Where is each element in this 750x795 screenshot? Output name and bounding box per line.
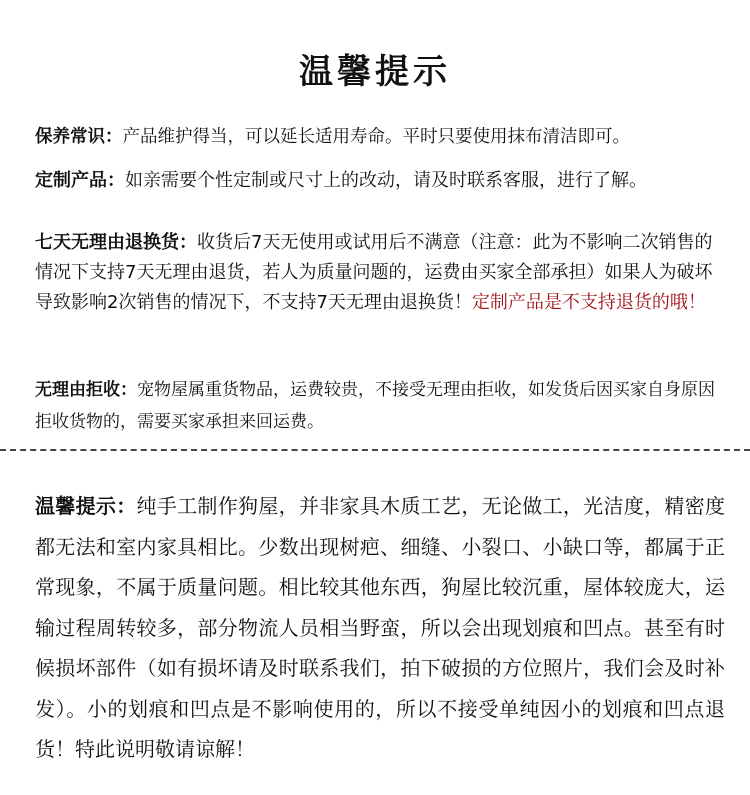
notice-label: 温馨提示：	[35, 494, 137, 518]
returns-text: 收货后7天无使用或试用后不满意（注意：此为不影响二次销售的情况下支持7天无理由退货，若人为质量问题的，运费由买家全部承担）如果人为破坏导致影响2次销售的情况下，不支持7天无理由退换货！	[35, 232, 713, 313]
returns-paragraph	[35, 228, 725, 318]
returns-label: 七天无理由退换货：	[35, 232, 197, 253]
care-text: 产品维护得当，可以延长适用寿命。平时只要使用抹布清洁即可。	[122, 127, 630, 147]
care-paragraph	[35, 122, 725, 152]
custom-text: 如亲需要个性定制或尺寸上的改动，请及时联系客服，进行了解。	[125, 170, 647, 191]
refusal-label: 无理由拒收：	[35, 380, 137, 400]
custom-paragraph	[35, 166, 725, 196]
page-title: 温馨提示	[299, 52, 451, 92]
dashed-divider	[0, 449, 750, 451]
returns-warning: 定制产品是不支持退货的哦！	[471, 292, 706, 313]
notice-text: 纯手工制作狗屋，并非家具木质工艺，无论做工，光洁度，精密度都无法和室内家具相比。少数出现树疤、细缝、小裂口、小缺口等，都属于正常现象，不属于质量问题。相比较其他东西，狗屋比较沉重，屋体较庞大，运输过程周转较多，部分物流人员相当野蛮，所以会出现划痕和凹点。甚至有时候损坏部件（如有损坏请及时联系我们，拍下破损的方位照片，我们会及时补发）。小的划痕和凹点是不影响使用的，所以不接受单纯因小的划痕和凹点退货！特此说明敬请谅解！	[35, 494, 726, 761]
notice-paragraph	[35, 486, 725, 770]
custom-label: 定制产品：	[35, 170, 125, 191]
care-label: 保养常识：	[35, 127, 123, 147]
refusal-paragraph	[35, 374, 725, 438]
refusal-text: 宠物屋属重货物品，运费较贵，不接受无理由拒收，如发货后因买家自身原因拒收货物的，需要买家承担来回运费。	[35, 380, 715, 432]
